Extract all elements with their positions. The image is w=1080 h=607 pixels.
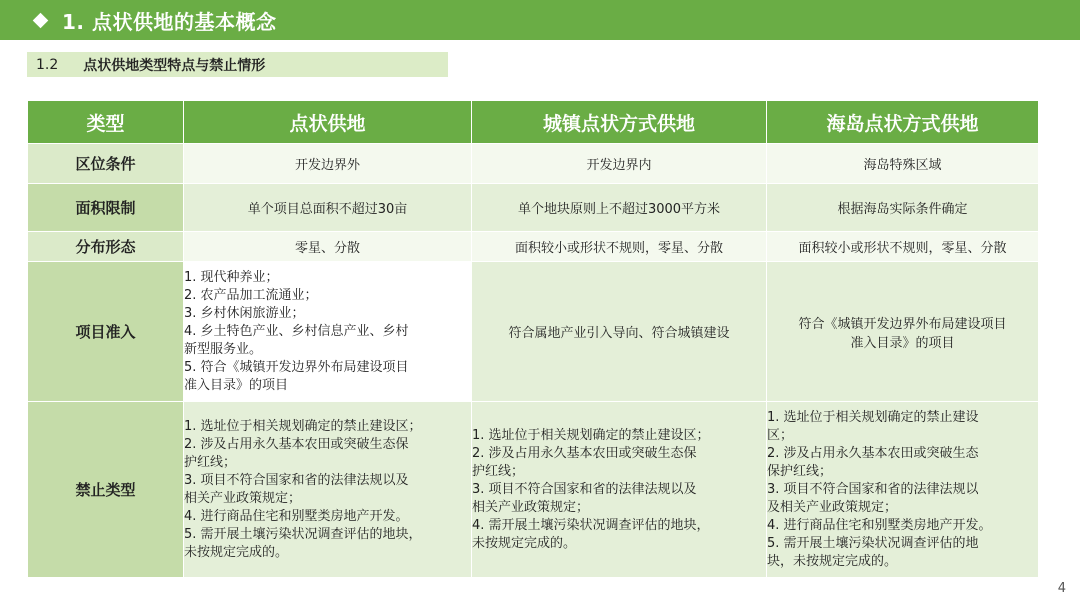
section-subheader — [27, 52, 448, 77]
table-row-distribution — [28, 232, 1039, 262]
list-item: 4. 需开展土壤污染状况调查评估的地块， — [472, 517, 710, 533]
list-item: 符合《城镇开发边界外布局建设项目 — [798, 316, 1007, 332]
list-item: 5. 需开展土壤污染状况调查评估的地 — [767, 535, 979, 551]
table-row-prohibited — [28, 402, 1039, 578]
list-item: 及相关产业政策规定； — [767, 499, 898, 515]
list-item: 准入目录》的项目 — [850, 335, 955, 351]
list-item: 5. 符合《城镇开发边界外布局建设项目 — [184, 359, 409, 375]
cell-access-point — [184, 262, 472, 402]
list-item: 未按规定完成的。 — [472, 535, 577, 551]
diamond-bullet-icon — [33, 12, 49, 28]
cell-distribution-urban: 面积较小或形状不规则，零星、分散 — [472, 232, 767, 262]
cell-area-urban: 单个地块原则上不超过3000平方米 — [472, 184, 767, 232]
list-item: 块，未按规定完成的。 — [767, 553, 898, 569]
list-item: 3. 乡村休闲旅游业； — [184, 305, 305, 321]
list-item: 4. 进行商品住宅和别墅类房地产开发。 — [184, 508, 409, 524]
column-header-urban-supply: 城镇点状方式供地 — [472, 101, 767, 144]
list-item: 3. 项目不符合国家和省的法律法规以及 — [184, 472, 409, 488]
column-header-point-supply: 点状供地 — [184, 101, 472, 144]
section-title: 点状供地类型特点与禁止情形 — [83, 57, 266, 74]
table-row-area — [28, 184, 1039, 232]
list-item: 护红线； — [472, 463, 525, 479]
cell-access-island — [767, 262, 1039, 402]
list-item: 1. 选址位于相关规划确定的禁止建设 — [767, 409, 979, 425]
list-item: 3. 项目不符合国家和省的法律法规以 — [767, 481, 979, 497]
row-label-distribution: 分布形态 — [28, 232, 184, 262]
row-label-area: 面积限制 — [28, 184, 184, 232]
cell-area-point: 单个项目总面积不超过30亩 — [184, 184, 472, 232]
list-item: 2. 涉及占用永久基本农田或突破生态保 — [184, 436, 409, 452]
list-item: 1. 现代种养业； — [184, 269, 279, 285]
list-item: 4. 乡土特色产业、乡村信息产业、乡村 — [184, 323, 409, 339]
section-number: 1.2 — [36, 56, 59, 73]
page-number: 4 — [1057, 581, 1066, 596]
list-item: 护红线； — [184, 454, 237, 470]
table-row-access — [28, 262, 1039, 402]
cell-access-urban: 符合属地产业引入导向、符合城镇建设 — [472, 262, 767, 402]
list-item: 3. 项目不符合国家和省的法律法规以及 — [472, 481, 697, 497]
cell-prohibited-island — [767, 402, 1039, 578]
cell-location-urban: 开发边界内 — [472, 144, 767, 184]
list-item: 1. 选址位于相关规划确定的禁止建设区； — [472, 427, 710, 443]
header-bar — [0, 0, 1080, 40]
cell-area-island: 根据海岛实际条件确定 — [767, 184, 1039, 232]
table-header-row — [28, 101, 1039, 144]
list-item: 相关产业政策规定； — [184, 490, 302, 506]
list-item: 2. 农产品加工流通业； — [184, 287, 318, 303]
list-item: 未按规定完成的。 — [184, 544, 289, 560]
list-item: 5. 需开展土壤污染状况调查评估的地块， — [184, 526, 422, 542]
column-header-island-supply: 海岛点状方式供地 — [767, 101, 1039, 144]
cell-prohibited-point — [184, 402, 472, 578]
list-item: 1. 选址位于相关规划确定的禁止建设区； — [184, 418, 422, 434]
page-title: 1. 点状供地的基本概念 — [62, 9, 277, 34]
list-item: 相关产业政策规定； — [472, 499, 590, 515]
cell-location-island: 海岛特殊区域 — [767, 144, 1039, 184]
list-item: 4. 进行商品住宅和别墅类房地产开发。 — [767, 517, 992, 533]
list-item: 2. 涉及占用永久基本农田或突破生态保 — [472, 445, 697, 461]
column-header-type: 类型 — [28, 101, 184, 144]
cell-distribution-point: 零星、分散 — [184, 232, 472, 262]
row-label-prohibited: 禁止类型 — [28, 402, 184, 578]
cell-distribution-island: 面积较小或形状不规则，零星、分散 — [767, 232, 1039, 262]
list-item: 新型服务业。 — [184, 341, 263, 357]
row-label-location: 区位条件 — [28, 144, 184, 184]
list-item: 保护红线； — [767, 463, 833, 479]
list-item: 2. 涉及占用永久基本农田或突破生态 — [767, 445, 979, 461]
list-item: 准入目录》的项目 — [184, 377, 289, 393]
cell-prohibited-urban — [472, 402, 767, 578]
table-row-location — [28, 144, 1039, 184]
row-label-access: 项目准入 — [28, 262, 184, 402]
list-item: 区； — [767, 427, 794, 443]
cell-location-point: 开发边界外 — [184, 144, 472, 184]
comparison-table — [27, 100, 1039, 578]
